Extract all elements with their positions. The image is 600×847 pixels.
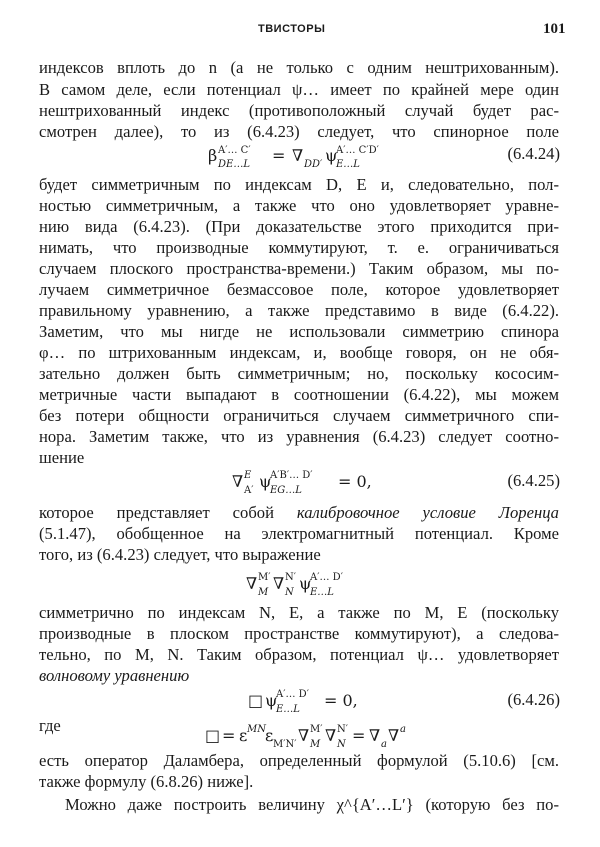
text-line: (5.1.47), обобщенное на электромагнитный потенциал. Кроме xyxy=(39,524,559,543)
text-line: случаем плоского пространства-времени.) Таким образом, мы по- xyxy=(39,259,559,278)
equation-number: (6.4.26) xyxy=(507,690,560,709)
svg-text:E…L: E…L xyxy=(336,159,360,170)
svg-text:∇: ∇ xyxy=(298,726,310,745)
text-line: В самом деле, если потенциал ψ… имеет по крайней мере один xyxy=(39,80,559,99)
svg-text:= 0,: = 0, xyxy=(324,691,358,710)
text-line: φ… по штрихованным индексам, и, вообще говоря, он не обя- xyxy=(39,343,559,362)
text-line: производные в плоском пространстве коммутируют), а следова- xyxy=(39,624,559,643)
text-line: есть оператор Даламбера, определенный формулой (5.10.6) [см. xyxy=(39,751,559,770)
svg-text:ψ: ψ xyxy=(259,472,272,491)
equation-6-4-25-formula xyxy=(232,467,432,497)
text-line: ностью симметричным, а также что оно удовлетворяет уравне- xyxy=(39,196,559,215)
svg-text:ψ: ψ xyxy=(299,574,312,593)
text-line: без потери общности ограничиться случаем симметричного спи- xyxy=(39,406,559,425)
svg-text:a: a xyxy=(400,724,406,735)
text-line: Заметим, что мы нигде не использовали симметрию спинора xyxy=(39,322,559,341)
text-fragment: которое представляет собой xyxy=(39,503,297,522)
text-line: зательно должен быть симметричным; но, поскольку кососим- xyxy=(39,364,559,383)
equation-6-4-24-formula xyxy=(208,142,468,170)
text-line: симметрично по индексам N, E, а также по M, E (поскольку xyxy=(39,603,559,622)
text-line: правильному уравнению, а также представимо в виде (6.4.22). xyxy=(39,301,559,320)
svg-text:N′: N′ xyxy=(337,724,349,735)
svg-text:a: a xyxy=(381,739,387,750)
svg-text:N: N xyxy=(285,587,294,598)
text-line: нора. Заметим также, что из уравнения (6.4.23) следует соотно- xyxy=(39,427,559,446)
running-title: ТВИСТОРЫ xyxy=(258,23,326,35)
svg-text:DE…L: DE…L xyxy=(218,159,250,170)
svg-text:A′… C′: A′… C′ xyxy=(218,145,251,156)
svg-text:□: □ xyxy=(248,691,264,710)
svg-text:EG…L: EG…L xyxy=(270,485,302,496)
svg-text:∇: ∇ xyxy=(273,574,285,593)
term-wave-equation: волновому уравнению xyxy=(39,666,190,685)
text-line: нештрихованный индекс (противоположный случай будет рас- xyxy=(39,101,559,120)
svg-text:A′: A′ xyxy=(244,485,254,496)
svg-text:=: = xyxy=(352,726,366,745)
text-line: где xyxy=(39,716,61,735)
text-line: нию вида (6.4.23). (При доказательстве этого приходится при- xyxy=(39,217,559,236)
svg-text:ψ: ψ xyxy=(265,691,278,710)
equation-number: (6.4.25) xyxy=(507,471,560,490)
text-line: индексов вплоть до n (а не только с одним нештрихованным). xyxy=(39,58,559,77)
expression-nabla-nabla-psi-formula xyxy=(246,567,396,599)
svg-text:E…L: E…L xyxy=(310,587,334,598)
svg-text:ε: ε xyxy=(239,726,248,745)
svg-text:N: N xyxy=(337,739,346,750)
svg-text:∇: ∇ xyxy=(292,146,304,165)
text-line: также формулу (6.8.26) ниже]. xyxy=(39,772,254,791)
text-line: Можно даже построить величину χ^{A′…L′} (которую без по- xyxy=(65,795,559,814)
svg-text:□: □ xyxy=(205,726,221,745)
text-line: лучаем симметричное безмассовое поле, которое удовлетворяет xyxy=(39,280,559,299)
svg-text:E: E xyxy=(244,470,252,481)
svg-text:∇: ∇ xyxy=(246,574,258,593)
svg-text:A′… D′: A′… D′ xyxy=(310,572,343,583)
svg-text:M: M xyxy=(310,739,321,750)
svg-text:=: = xyxy=(222,726,236,745)
page-number: 101 xyxy=(543,21,566,37)
svg-text:∇: ∇ xyxy=(232,472,244,491)
svg-text:∇: ∇ xyxy=(388,726,400,745)
text-line: тельно, по M, N. Таким образом, потенциал ψ… удовлетворяет xyxy=(39,645,559,664)
svg-text:E…L: E…L xyxy=(276,704,300,715)
text-line: смотрен далее), то из (6.4.23) следует, что спинорное поле xyxy=(39,122,559,141)
svg-text:MN: MN xyxy=(247,724,266,735)
equation-6-4-24 xyxy=(208,142,468,177)
svg-text:∇: ∇ xyxy=(325,726,337,745)
svg-text:M′: M′ xyxy=(310,724,323,735)
svg-text:DD′: DD′ xyxy=(304,159,323,170)
page-header xyxy=(0,21,600,43)
svg-text:A′… D′: A′… D′ xyxy=(276,689,309,700)
equation-number: (6.4.24) xyxy=(507,144,560,163)
text-line: метричные части выпадают в соотношении (6.4.22), мы можем xyxy=(39,385,559,404)
svg-text:N′: N′ xyxy=(285,572,297,583)
svg-text:= 0,: = 0, xyxy=(338,472,372,491)
svg-text:β: β xyxy=(208,146,218,165)
term-lorentz-gauge: калибровочное условие Лоренца xyxy=(296,503,559,522)
equation-dalembert-formula xyxy=(205,721,455,751)
text-line xyxy=(39,503,559,523)
text-line: шение xyxy=(39,448,85,467)
equation-6-4-26-formula xyxy=(248,686,398,716)
svg-text:A′… C′D′: A′… C′D′ xyxy=(336,145,379,156)
equation-6-4-25 xyxy=(232,467,432,504)
svg-text:ε: ε xyxy=(265,726,274,745)
text-line: будет симметричным по индексам D, E и, следовательно, пол- xyxy=(39,175,559,194)
svg-text:∇: ∇ xyxy=(369,726,381,745)
svg-text:M: M xyxy=(258,587,269,598)
svg-text:M′N′: M′N′ xyxy=(273,739,297,750)
svg-text:A′B′… D′: A′B′… D′ xyxy=(270,470,313,481)
svg-text:ψ: ψ xyxy=(325,146,338,165)
expression-nabla-nabla-psi xyxy=(246,567,396,606)
svg-text:=: = xyxy=(272,146,286,165)
svg-text:M′: M′ xyxy=(258,572,271,583)
text-line: того, из (6.4.23) следует, что выражение xyxy=(39,545,321,564)
text-line: нимать, что производные коммутируют, т. е. ограничиваться xyxy=(39,238,559,257)
